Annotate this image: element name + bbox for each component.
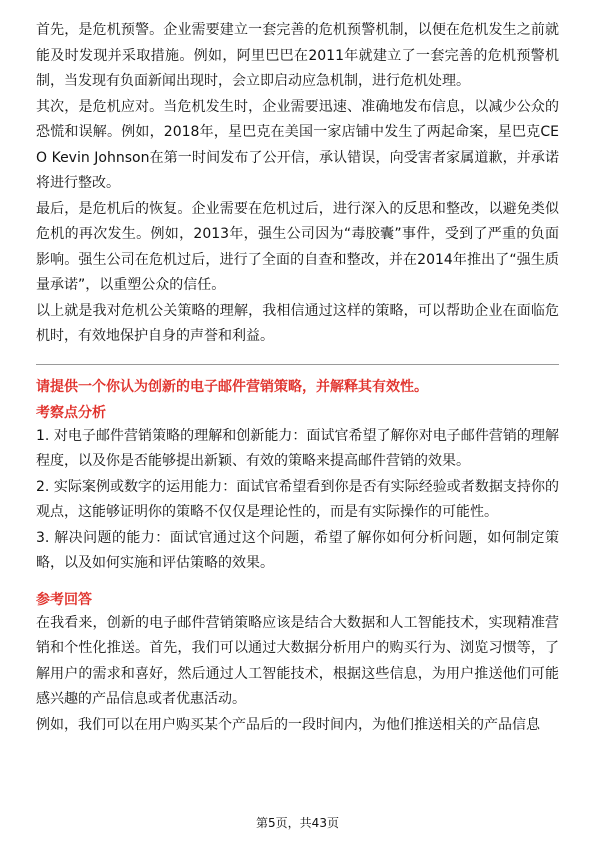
top-section — [36, 18, 559, 350]
page-number-footer: 第5页，共43页 — [256, 816, 339, 830]
document-page — [36, 18, 559, 738]
analysis-item-3: 3. 解决问题的能力：面试官通过这个问题，希望了解你如何分析问题，如何制定策略，以及如何实施和评估策略的效果。 — [36, 529, 559, 571]
paragraph-crisis-warning: 首先，是危机预警。企业需要建立一套完善的危机预警机制，以便在危机发生之前就能及时发现并采取措施。例如，阿里巴巴在2011年就建立了一套完善的危机预警机制，当发现有负面新闻出现时，会立即启动应急机制，进行危机处理。 — [36, 22, 559, 89]
answer-heading: 参考回答 — [36, 591, 92, 608]
answer-paragraph-1: 在我看来，创新的电子邮件营销策略应该是结合大数据和人工智能技术，实现精准营销和个性化推送。首先，我们可以通过大数据分析用户的购买行为、浏览习惯等，了解用户的需求和喜好，然后通过人工智能技术，根据这些信息，为用户推送他们可能感兴趣的产品信息或者优惠活动。 — [36, 614, 559, 707]
section-divider — [36, 364, 559, 365]
analysis-heading: 考察点分析 — [36, 404, 106, 421]
paragraph-crisis-response: 其次，是危机应对。当危机发生时，企业需要迅速、准确地发布信息，以减少公众的恐慌和误解。例如，2018年，星巴克在美国一家店铺中发生了两起命案，星巴克CEO Kevin Johnson在第一时间发布了公开信，承认错误，向受害者家属道歉，并承诺将进行整改。 — [36, 98, 559, 191]
answer-section — [36, 589, 559, 739]
answer-paragraph-2: 例如，我们可以在用户购买某个产品后的一段时间内，为他们推送相关的产品信息 — [36, 716, 540, 733]
analysis-item-1: 1. 对电子邮件营销策略的理解和创新能力：面试官希望了解你对电子邮件营销的理解程度，以及你是否能够提出新颖、有效的策略来提高邮件营销的效果。 — [36, 427, 559, 469]
analysis-section — [36, 402, 559, 577]
question-title: 请提供一个你认为创新的电子邮件营销策略，并解释其有效性。 — [36, 378, 428, 395]
paragraph-crisis-recovery: 最后，是危机后的恢复。企业需要在危机过后，进行深入的反思和整改，以避免类似危机的再次发生。例如，2013年，强生公司因为“毒胶囊”事件，受到了严重的负面影响。强生公司在危机过后，进行了全面的自查和整改，并在2014年推出了“强生质量承诺”，以重塑公众的信任。 — [36, 200, 559, 293]
section-gap — [36, 577, 559, 587]
analysis-item-2: 2. 实际案例或数字的运用能力：面试官希望看到你是否有实际经验或者数据支持你的观点，这能够证明你的策略不仅仅是理论性的，而是有实际操作的可能性。 — [36, 478, 559, 520]
paragraph-conclusion: 以上就是我对危机公关策略的理解，我相信通过这样的策略，可以帮助企业在面临危机时，有效地保护自身的声誉和利益。 — [36, 302, 559, 344]
